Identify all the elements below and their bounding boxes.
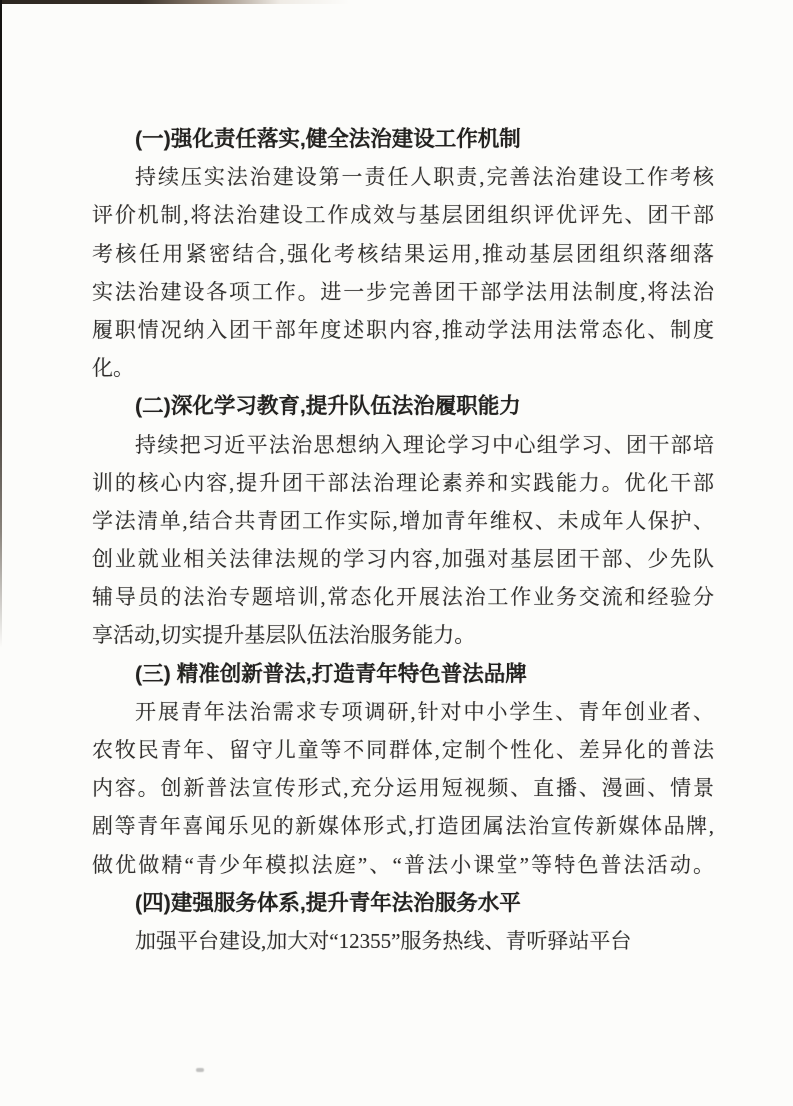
body-line: 学法清单,结合共青团工作实际,增加青年维权、未成年人保护、	[92, 508, 714, 533]
body-line: 享活动,切实提升基层队伍法治服务能力。	[92, 623, 476, 648]
body-line: 实法治建设各项工作。进一步完善团干部学法用法制度,将法治	[92, 279, 714, 304]
section-4	[92, 884, 714, 960]
section-3	[92, 655, 714, 884]
body-line: 持续压实法治建设第一责任人职责,完善法治建设工作考核	[135, 165, 714, 190]
section-3-heading: (三) 精准创新普法,打造青年特色普法品牌	[135, 661, 527, 686]
body-line: 辅导员的法治专题培训,常态化开展法治工作业务交流和经验分	[92, 585, 714, 610]
body-line: 做优做精“青少年模拟法庭”、“普法小课堂”等特色普法活动。	[92, 852, 714, 877]
document-content	[92, 120, 714, 960]
section-2	[92, 387, 714, 654]
body-line: 剧等青年喜闻乐见的新媒体形式,打造团属法治宣传新媒体品牌,	[92, 814, 714, 839]
body-line: 开展青年法治需求专项调研,针对中小学生、青年创业者、	[135, 699, 714, 724]
scan-artifact-top-edge	[0, 0, 350, 4]
body-line: 评价机制,将法治建设工作成效与基层团组织评优评先、团干部	[92, 203, 714, 228]
body-line: 考核任用紧密结合,强化考核结果运用,推动基层团组织落细落	[92, 241, 714, 266]
body-line: 加强平台建设,加大对“12355”服务热线、青听驿站平台	[135, 928, 632, 953]
scan-artifact-speck	[196, 1068, 204, 1072]
body-line: 内容。创新普法宣传形式,充分运用短视频、直播、漫画、情景	[92, 776, 714, 801]
body-line: 化。	[92, 356, 134, 381]
body-line: 训的核心内容,提升团干部法治理论素养和实践能力。优化干部	[92, 470, 714, 495]
body-line: 创业就业相关法律法规的学习内容,加强对基层团干部、少先队	[92, 547, 714, 572]
section-2-heading: (二)深化学习教育,提升队伍法治履职能力	[135, 394, 521, 419]
section-1	[92, 120, 714, 387]
body-line: 持续把习近平法治思想纳入理论学习中心组学习、团干部培	[135, 432, 714, 457]
body-line: 农牧民青年、留守儿童等不同群体,定制个性化、差异化的普法	[92, 738, 714, 762]
body-line: 履职情况纳入团干部年度述职内容,推动学法用法常态化、制度	[92, 317, 714, 342]
scan-artifact-left-edge	[0, 0, 2, 648]
section-4-heading: (四)建强服务体系,提升青年法治服务水平	[135, 890, 521, 915]
section-1-heading: (一)强化责任落实,健全法治建设工作机制	[135, 127, 521, 151]
